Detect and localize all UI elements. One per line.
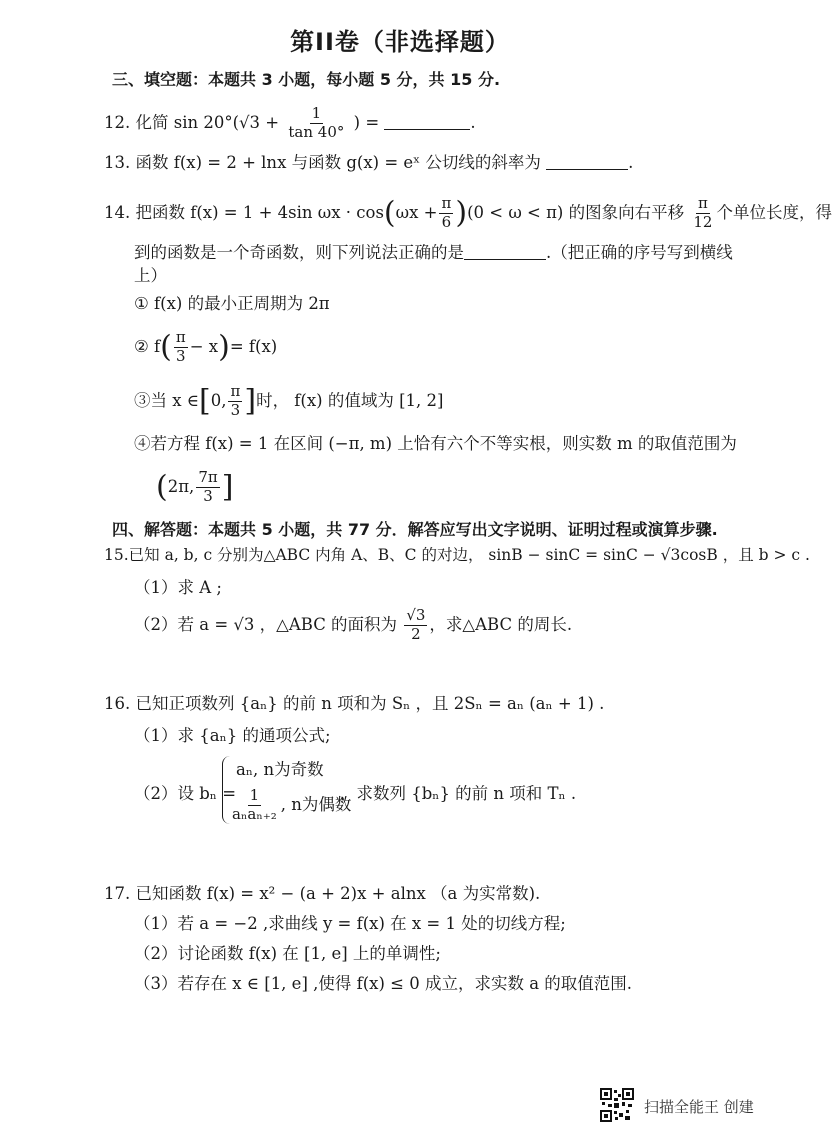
q17-text: 已知函数 f(x) = x² − (a + 2)x + alnx （a 为实常数). (135, 884, 541, 903)
question-14-line-1: 14. 把函数 f(x) = 1 + 4sin ωx · cos(ωx + $\frac{\pi}{6}$ )(0 < ω < π) 的图象向右平移 $\frac{\pi}{12}$ 个单位长度，得 (104, 194, 832, 231)
q15-text: 已知 a, b, c 分别为△ABC 内角 A、B、C 的对边， sinB − sinC = sinC − √3cosB ，且 b > c . (128, 546, 810, 564)
q12-frac-den: tan 40° (288, 122, 345, 141)
q13-end: . (628, 153, 634, 172)
q16-piecewise (222, 756, 352, 830)
q16-case2-den: aₙaₙ₊₂ (232, 804, 277, 823)
q16-text: 已知正项数列 {aₙ} 的前 n 项和为 Sₙ ，且 2Sₙ = aₙ (aₙ + 1) . (135, 694, 605, 713)
section-3-heading: 三、填空题：本题共 3 小题，每小题 5 分，共 15 分. (112, 70, 501, 89)
q14-frac-1 (439, 196, 453, 231)
q16-case-2 (228, 788, 351, 823)
q14-option-3: ③当 x ∈[0, $\frac{\pi}{3}$ ]时， f(x) 的值域为 [1, 2] (134, 382, 444, 419)
q14-opt2-a: ② f (134, 336, 161, 356)
q16-part-1: （1）求 {aₙ} 的通项公式; (134, 726, 331, 745)
q15-p2-den: 2 (411, 624, 421, 643)
q14-frac-1-den: 6 (441, 212, 452, 231)
q14-opt3-a: ③当 x ∈ (134, 390, 200, 410)
q15-p2-a: （2）若 a = √3 ，△ABC 的面积为 (134, 614, 398, 634)
q14-mid: (0 < ω < π) 的图象向右平移 (467, 202, 685, 222)
q14-frac-2-den: 12 (693, 212, 713, 231)
q15-p2-frac (404, 608, 427, 643)
q17-number: 17. (104, 884, 131, 903)
question-15 (104, 548, 810, 564)
q14-option-4-range: (2π, $\frac{7\pi}{3}$ ] (156, 468, 234, 505)
q17-part-2: （2）讨论函数 f(x) 在 [1, e] 上的单调性; (134, 944, 441, 963)
q14-frac-2-num: π (697, 194, 708, 212)
q12-end: . (470, 112, 476, 132)
q14-inner: ωx + (395, 202, 438, 222)
q12-suffix: ) = (353, 112, 380, 132)
q14-frac-1-num: π (441, 194, 452, 212)
page-title: 第II卷（非选择题） (290, 28, 510, 56)
question-17 (104, 886, 540, 903)
q14-line2-a: 到的函数是一个奇函数，则下列说法正确的是 (134, 243, 464, 262)
q14-opt4-den: 3 (203, 486, 213, 505)
q15-number: 15. (104, 546, 129, 564)
scanner-watermark (600, 1088, 790, 1128)
q14-opt3-frac (228, 384, 242, 419)
q12-answer-blank[interactable] (384, 114, 470, 130)
question-12 (104, 106, 476, 141)
q14-opt4-range-a: 2π, (167, 476, 195, 496)
q15-p2-num: √3 (406, 606, 426, 624)
q14-tail: 个单位长度，得 (716, 202, 832, 222)
question-14-line-3: 上） (134, 266, 167, 285)
q16-case2-num: 1 (249, 786, 260, 804)
q13-number: 13. (104, 153, 131, 172)
question-13 (104, 154, 633, 172)
q14-opt2-b: − x (189, 336, 219, 356)
q14-opt3-num: π (230, 382, 241, 400)
q14-part-a: 把函数 f(x) = 1 + 4sin ωx · cos (135, 202, 384, 222)
q14-frac-2 (691, 196, 714, 231)
q14-opt3-b: 0, (210, 390, 227, 410)
q14-option-4: ④若方程 f(x) = 1 在区间 (−π, m) 上恰有六个不等实根，则实数 m 的取值范围为 (134, 434, 737, 453)
q17-part-3: （3）若存在 x ∈ [1, e] ,使得 f(x) ≤ 0 成立，求实数 a 的取值范围. (134, 974, 633, 993)
q12-frac-num: 1 (311, 104, 322, 122)
q16-part-2-tail: ，求数列 {bₙ} 的前 n 项和 Tₙ . (340, 784, 577, 803)
q16-case-1: aₙ, n为奇数 (236, 760, 324, 779)
watermark-text: 扫描全能王 创建 (644, 1098, 754, 1116)
q16-number: 16. (104, 694, 131, 713)
q13-text: 函数 f(x) = 2 + lnx 与函数 g(x) = eˣ 公切线的斜率为 (135, 153, 541, 172)
q14-number: 14. (104, 202, 131, 222)
q14-opt3-c: 时， f(x) 的值域为 [1, 2] (256, 390, 444, 410)
q15-part-2 (134, 608, 572, 643)
question-16 (104, 696, 604, 713)
q14-opt2-den: 3 (176, 346, 186, 365)
q15-p2-b: ，求△ABC 的周长. (429, 614, 573, 634)
q14-opt2-num: π (175, 328, 186, 346)
q14-opt3-den: 3 (230, 400, 241, 419)
q15-part-1: （1）求 A ; (134, 578, 222, 597)
q12-number: 12. (104, 112, 131, 132)
q14-opt4-frac (196, 470, 219, 505)
question-14-line-2 (134, 244, 733, 262)
section-4-heading: 四、解答题：本题共 5 小题，共 77 分．解答应写出文字说明、证明过程或演算步骤. (112, 520, 718, 539)
q16-part-2-label: （2）设 bₙ = (134, 784, 237, 803)
q16-case-2-frac (230, 788, 279, 823)
qr-code-icon (600, 1088, 634, 1122)
q17-part-1: （1）若 a = −2 ,求曲线 y = f(x) 在 x = 1 处的切线方程; (134, 914, 566, 933)
q14-line2-b: .（把正确的序号写到横线 (546, 243, 733, 262)
q16-case2-tail: , n为偶数 (280, 794, 352, 814)
q14-option-1: ① f(x) 的最小正周期为 2π (134, 294, 330, 313)
q14-opt4-num: 7π (198, 468, 218, 486)
q14-opt2-c: = f(x) (229, 336, 278, 356)
q12-fraction (286, 106, 346, 141)
q14-answer-blank[interactable] (464, 244, 546, 260)
q14-option-2: ② f( $\frac{\pi}{3}$ − x)= f(x) (134, 328, 278, 365)
q13-answer-blank[interactable] (546, 154, 628, 170)
q14-opt2-frac (174, 330, 188, 365)
q12-prefix: 化简 sin 20°(√3 + (135, 112, 280, 132)
